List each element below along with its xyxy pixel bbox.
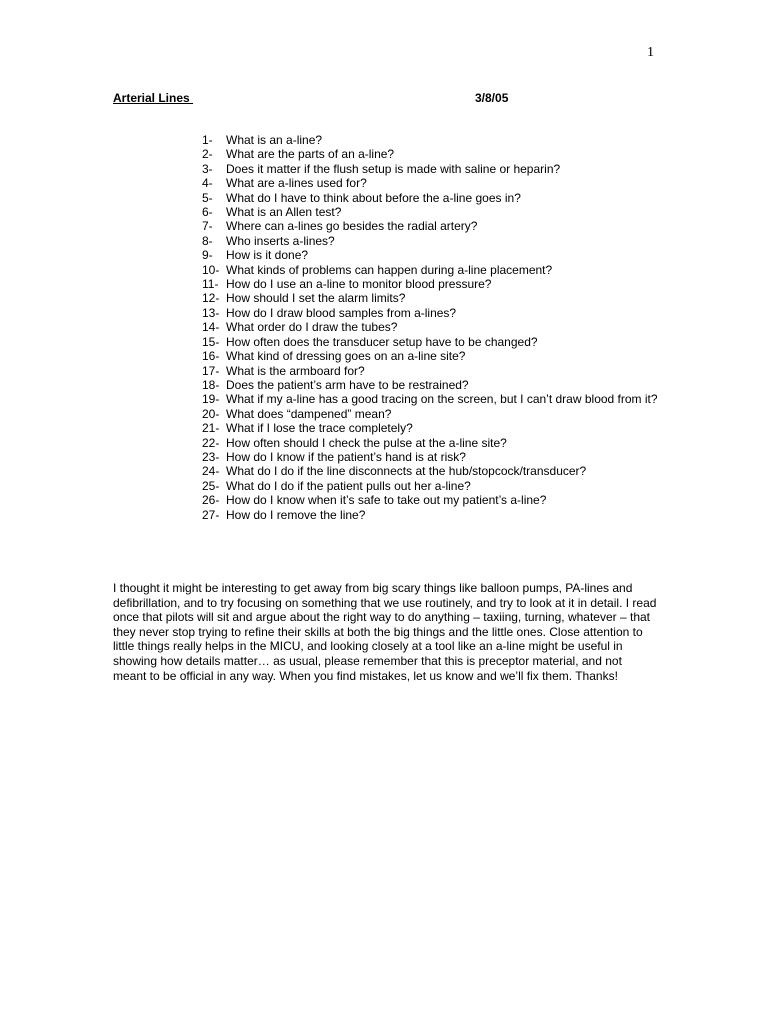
question-item (202, 407, 662, 421)
question-text: How should I set the alarm limits? (226, 291, 406, 306)
question-text: How do I use an a-line to monitor blood pressure? (226, 277, 492, 292)
question-number: 16- (202, 349, 220, 364)
question-text: How is it done? (226, 248, 309, 263)
question-number: 22- (202, 435, 220, 450)
question-item (202, 219, 662, 233)
question-text: How do I know when it’s safe to take out my patient’s a-line? (226, 493, 547, 508)
question-item (202, 335, 662, 349)
question-item (202, 147, 662, 161)
question-number: 17- (202, 363, 220, 378)
question-number: 21- (202, 421, 220, 436)
question-item (202, 450, 662, 464)
question-item (202, 176, 662, 190)
question-text: What do I do if the patient pulls out her a-line? (226, 478, 471, 493)
question-item (202, 364, 662, 378)
question-item (202, 306, 662, 320)
question-number: 24- (202, 464, 220, 479)
question-text: How often should I check the pulse at the a-line site? (226, 435, 507, 450)
question-text: What do I have to think about before the a-line goes in? (226, 190, 521, 205)
question-text: What are a-lines used for? (226, 176, 367, 191)
question-text: What if my a-line has a good tracing on the screen, but I can’t draw blood from it? (226, 392, 658, 407)
question-number: 20- (202, 406, 220, 421)
question-text: Who inserts a-lines? (226, 233, 335, 248)
question-item (202, 378, 662, 392)
question-number: 23- (202, 449, 220, 464)
question-number: 3- (202, 161, 213, 176)
question-item (202, 133, 662, 147)
question-text: What kind of dressing goes on an a-line site? (226, 349, 466, 364)
page-number: 1 (647, 45, 654, 60)
question-item (202, 234, 662, 248)
question-text: What kinds of problems can happen during a-line placement? (226, 262, 553, 277)
document-title: Arterial Lines (113, 91, 194, 105)
question-number: 27- (202, 507, 220, 522)
intro-paragraph: I thought it might be interesting to get away from big scary things like balloon pumps, PA-lines and defibrillation, and to try focusing on something that we use routinely, and try to look at it in detail. I read once that pilots will sit and argue about the right way to do anything – taxiing, turning, whatever – that they never stop trying to refine their skills at both the big things and the little ones. Close attention to little things really helps in the MICU, and looking closely at a tool like an a-line might be useful in showing how details matter… as usual, please remember that this is preceptor material, and not meant to be official in any way. When you find mistakes, let us know and we’ll fix them. Thanks! (113, 581, 657, 683)
question-text: What order do I draw the tubes? (226, 320, 398, 335)
question-item (202, 263, 662, 277)
question-text: What does “dampened” mean? (226, 406, 392, 421)
question-number: 18- (202, 377, 220, 392)
question-number: 15- (202, 334, 220, 349)
question-text: What are the parts of an a-line? (226, 147, 395, 162)
question-text: How often does the transducer setup have to be changed? (226, 334, 538, 349)
question-text: What is the armboard for? (226, 363, 365, 378)
question-item (202, 392, 662, 406)
question-text: Where can a-lines go besides the radial artery? (226, 219, 478, 234)
question-text: How do I know if the patient’s hand is at risk? (226, 449, 466, 464)
question-item (202, 464, 662, 478)
question-item (202, 349, 662, 363)
question-number: 19- (202, 392, 220, 407)
question-number: 26- (202, 493, 220, 508)
question-item (202, 493, 662, 507)
question-text: What if I lose the trace completely? (226, 421, 413, 436)
question-item (202, 191, 662, 205)
question-number: 7- (202, 219, 213, 234)
question-number: 1- (202, 133, 213, 147)
question-number: 8- (202, 233, 213, 248)
question-text: Does the patient’s arm have to be restrained? (226, 377, 469, 392)
question-number: 10- (202, 262, 220, 277)
document-date: 3/8/05 (475, 91, 509, 105)
question-item (202, 479, 662, 493)
question-item (202, 508, 662, 522)
question-number: 9- (202, 248, 213, 263)
question-number: 12- (202, 291, 220, 306)
question-item (202, 162, 662, 176)
question-number: 4- (202, 176, 213, 191)
question-item (202, 436, 662, 450)
question-number: 11- (202, 277, 219, 292)
question-item (202, 277, 662, 291)
question-number: 5- (202, 190, 213, 205)
question-number: 13- (202, 305, 220, 320)
question-item (202, 248, 662, 262)
question-text: Does it matter if the flush setup is made with saline or heparin? (226, 161, 561, 176)
question-number: 6- (202, 205, 213, 220)
question-item (202, 421, 662, 435)
question-item (202, 205, 662, 219)
question-text: What is an a-line? (226, 133, 323, 147)
question-number: 14- (202, 320, 220, 335)
question-text: What is an Allen test? (226, 205, 342, 220)
question-text: What do I do if the line disconnects at the hub/stopcock/transducer? (226, 464, 587, 479)
question-item (202, 291, 662, 305)
question-item (202, 320, 662, 334)
question-text: How do I draw blood samples from a-lines? (226, 305, 457, 320)
question-text: How do I remove the line? (226, 507, 366, 522)
question-list (202, 133, 662, 522)
question-number: 25- (202, 478, 220, 493)
question-number: 2- (202, 147, 213, 162)
